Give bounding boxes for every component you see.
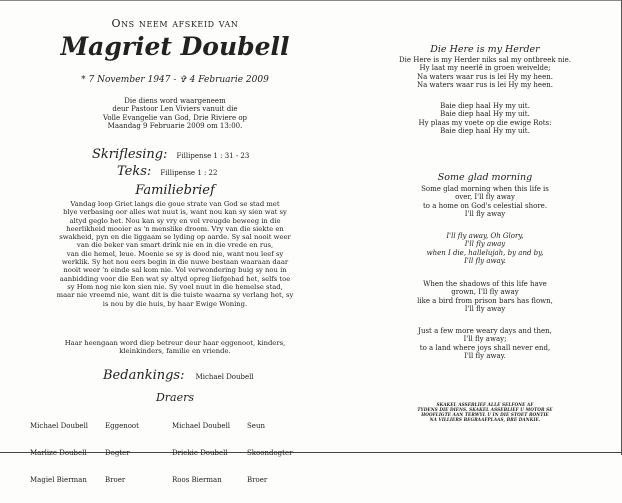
text-line: van die beker van smart drink nie en in die vrede en rus, xyxy=(76,241,274,250)
footer-notice xyxy=(395,402,575,422)
poem-line: to a home on God's celestial shore. xyxy=(422,201,548,210)
teks-label: Teks: xyxy=(117,164,152,179)
service-line: Maandag 9 Februarie 2009 om 13:00. xyxy=(107,122,243,131)
service-details xyxy=(60,97,290,131)
notice-line: TYDENS DIE DIENS. SKAKEL ASSEBLIEF U MOTOR SE xyxy=(417,407,553,412)
poem-line: Some glad morning when this life is xyxy=(421,185,549,193)
draer-name: Michael Doubell xyxy=(30,422,89,430)
draer-relation: Dogter xyxy=(105,449,130,457)
text-line: sy Hom nog nie kon sien nie. Sy voel nuut in die hemelse stad, xyxy=(67,282,283,291)
draer-relation: Eggenoot xyxy=(105,422,139,430)
poem-line: I'll fly away; xyxy=(463,335,507,344)
text-line: werklik. Sy het nou eers begin in die nuwe bestaan waaraan daar xyxy=(61,258,289,267)
poem-line: I'll fly away, Oh Glory, xyxy=(446,232,524,240)
familiebrief-text xyxy=(22,200,328,308)
bedankings-label: Bedankings: xyxy=(103,368,185,383)
bedankings-value: Michael Doubell xyxy=(195,373,254,381)
draer-name: Magiel Bierman xyxy=(30,476,87,484)
poem-line: Hy laat my neerlê in groen weivelde; xyxy=(419,64,551,73)
skriflesing-label: Skriflesing: xyxy=(92,147,168,162)
notice-line: HOOFLIGTE AAN TERWYL U IN DIE STOET RONTIE xyxy=(421,412,549,417)
poem-line: Die Here is my Herder niks sal my ontbreek nie. xyxy=(399,56,571,64)
text-line: van die hemel, leue. Moenie se sy is dood nie, want nou leef sy xyxy=(66,249,284,258)
text-line: Vandag loop Griet langs die goue strate van God se stad met xyxy=(70,200,280,208)
draer-relation: Seun xyxy=(247,422,265,430)
poem-line: I'll fly away xyxy=(464,210,506,219)
poem-line: I'll fly away xyxy=(464,305,506,314)
text-line: maar nie vreemd nie, want dit is die tuiste waarna sy verlang het, sy xyxy=(56,291,294,300)
text-line: kleinkinders, familie en vriende. xyxy=(119,347,231,356)
poem-line: When the shadows of this life have xyxy=(423,280,547,288)
poem2-title: Some glad morning xyxy=(437,172,533,183)
service-line: Die diens word waargeneem xyxy=(124,97,226,105)
draers-relations-2 xyxy=(247,404,292,503)
text-line: nooit weer 'n einde sal kom nie. Vol verwondering buig sy nou in xyxy=(63,266,287,275)
poem-line: Baie diep haal Hy my uit. xyxy=(440,110,530,119)
poem2-stanza1 xyxy=(370,185,600,219)
draer-relation: Broer xyxy=(247,476,268,484)
poem-line: Na waters waar rus is lei Hy my heen. xyxy=(417,81,553,90)
poem-line: grown, I'll fly away xyxy=(451,288,519,297)
text-line: altyd geglo het. Nou kan sy vry en vol vreugde beweeg in die xyxy=(69,216,281,225)
draer-relation: Skoondogter xyxy=(247,449,293,457)
life-dates: * 7 November 1947 - ✞ 4 Februarie 2009 xyxy=(81,75,269,85)
invite-text xyxy=(22,339,328,356)
draer-name: Michael Doubell xyxy=(172,422,231,430)
text-line: Haar heengaan word diep betreur deur haar eggenoot, kinders, xyxy=(64,339,286,347)
poem-line: Hy plaas my voete op die ewige Rots: xyxy=(418,118,552,127)
poem-line: when I die, hallelujah, by and by, xyxy=(426,248,544,257)
poem-line: I'll fly away. xyxy=(464,352,506,361)
bottom-border xyxy=(0,452,622,453)
poem1-stanza2 xyxy=(370,102,600,136)
draers-names-2 xyxy=(172,404,230,503)
draer-name: Roos Bierman xyxy=(172,476,222,484)
draers-title: Draers xyxy=(155,391,195,404)
teks-row xyxy=(117,160,217,179)
poem2-chorus xyxy=(370,232,600,266)
familiebrief-title: Familiebrief xyxy=(135,183,215,198)
poem-line: Na waters waar rus is lei Hy my heen. xyxy=(417,72,553,81)
service-line: deur Pastoor Len Viviers vanuit die xyxy=(112,105,238,114)
service-line: Volle Evangelie van God, Drie Riviere op xyxy=(102,113,248,122)
deceased-name: Magriet Doubell xyxy=(60,32,290,61)
teks-value: Fillipense 1 : 22 xyxy=(160,169,218,177)
draers-names-1 xyxy=(30,404,88,503)
poem2-stanza2 xyxy=(370,280,600,314)
top-border xyxy=(0,0,622,1)
poem-line: over, I'll fly away xyxy=(455,193,515,202)
poem-line: to a land where joys shall never end, xyxy=(419,343,551,352)
poem2-stanza3 xyxy=(370,327,600,361)
poem-line: I'll fly away xyxy=(464,240,506,249)
poem-line: like a bird from prison bars has flown, xyxy=(417,296,553,305)
text-line: aanbidding voor die Een wat sy altyd opreg liefgehad het, selfs toe xyxy=(59,274,291,283)
poem1-stanza1 xyxy=(370,56,600,90)
draer-name: Marlize Doubell xyxy=(30,449,87,457)
poem-line: I'll fly away. xyxy=(464,257,506,266)
text-line: is nou by die huis, by haar Ewige Woning. xyxy=(102,299,248,308)
skriflesing-value: Fillipense 1 : 31 - 23 xyxy=(176,152,250,160)
notice-line: SKAKEL ASSEBLIEF ALLE SELFONE AF xyxy=(436,402,534,407)
poem-line: Baie diep haal Hy my uit. xyxy=(440,127,530,136)
poem-line: Just a few more weary days and then, xyxy=(418,327,552,335)
poem-line: Baie diep haal Hy my uit. xyxy=(440,102,530,110)
draers-relations-1 xyxy=(105,404,139,503)
notice-line: NA VILLIERS BEGRAAFPLAAS, BRE DANKIE. xyxy=(429,417,541,422)
text-line: swakheid, pyn en die liggaam se lyding op aarde. Sy sal nooit weer xyxy=(59,233,291,242)
heading: Ons neem afskeid van xyxy=(111,17,239,30)
text-line: blye verbasing oor alles wat nuut is, want nou kan sy sien wat sy xyxy=(63,208,287,217)
draer-name: Driekie Doubell xyxy=(172,449,228,457)
text-line: heerlikheid mooier as 'n menslike droom. Vry van die siekte en xyxy=(66,224,284,233)
draer-relation: Broer xyxy=(105,476,126,484)
bedankings-row xyxy=(103,364,254,383)
poem1-title: Die Here is my Herder xyxy=(430,44,540,55)
